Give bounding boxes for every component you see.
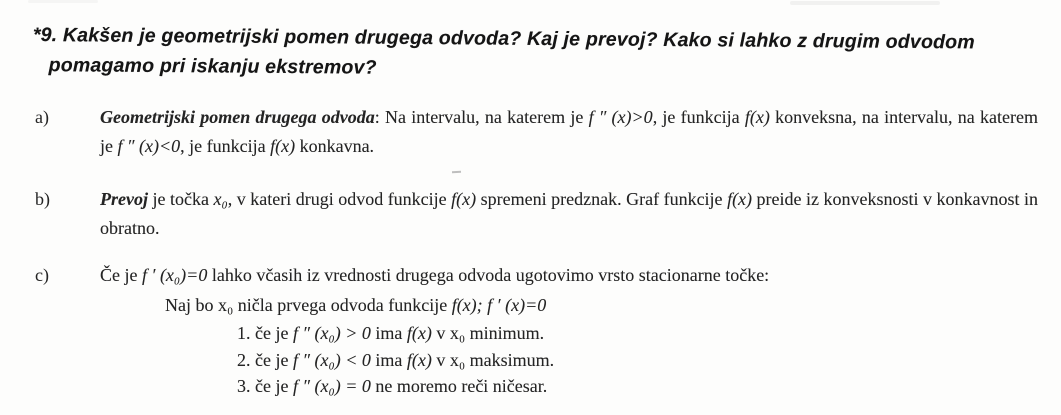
math-first-derivative-zero: f ′ (x₀)=0 — [142, 265, 208, 285]
math-fx: f(x) — [406, 323, 432, 343]
text-run: preide iz konveksnosti v konkavnost in obratno. — [100, 189, 1039, 238]
section-c-case-list — [237, 320, 554, 400]
math-x0: x₀ — [213, 189, 228, 209]
text-run: , je funkcija — [180, 136, 271, 156]
math-case-condition: f ″ (x₀) < 0 — [292, 349, 371, 370]
term-geometrijski-pomen: Geometrijski pomen drugega odvoda — [100, 107, 375, 127]
scan-artifact — [790, 1, 940, 5]
text-run: je točka — [147, 189, 214, 209]
section-c-premise — [165, 291, 546, 319]
math-fx: f(x) — [406, 349, 432, 370]
text-run: ima — [370, 323, 407, 343]
list-item — [237, 320, 554, 347]
text-run: ne moremo reči ničesar. — [370, 376, 548, 396]
section-b-paragraph — [100, 185, 1038, 243]
scan-artifact — [452, 171, 461, 173]
scan-artifact — [28, 0, 98, 3]
text-run: Naj bo x₀ ničla prvega odvoda funkcije — [165, 295, 452, 315]
math-second-derivative-positive: f ″ (x)>0 — [588, 107, 653, 127]
text-run: 1. če je — [237, 323, 293, 343]
text-run: , v kateri drugi odvod funkcije — [227, 189, 452, 209]
text-run: , je funkcija — [652, 107, 745, 127]
text-run: 3. če je — [237, 376, 293, 396]
math-fx: f(x) — [744, 107, 770, 127]
text-run: ima — [370, 349, 407, 370]
question-title-line2: pomagamo pri iskanju ekstremov? — [48, 54, 377, 79]
term-prevoj: Prevoj — [100, 189, 148, 209]
section-label-a: a) — [35, 107, 49, 127]
math-fx: f(x) — [451, 189, 477, 209]
text-run: : Na intervalu, na katerem je — [374, 107, 589, 127]
question-title-line1: *9. Kakšen je geometrijski pomen drugega odvoda? Kaj je prevoj? Kako si lahko z drugim odvodom — [32, 23, 975, 54]
text-run: konveksna, na intervalu, na katerem je — [100, 107, 1038, 156]
math-fx: f(x) — [727, 189, 753, 209]
text-run: lahko včasih iz vrednosti drugega odvoda ugotovimo vrsto stacionarne točke: — [207, 265, 770, 285]
math-second-derivative-negative: f ″ (x)<0 — [117, 136, 181, 156]
text-run: spremeni predznak. Graf funkcije — [476, 189, 728, 209]
text-run: Če je — [100, 265, 142, 285]
section-label-b: b) — [35, 189, 50, 209]
text-run: v x₀ maksimum. — [431, 349, 555, 370]
math-case-condition: f ″ (x₀) = 0 — [292, 376, 371, 396]
text-run: konkavna. — [295, 136, 375, 156]
text-run: v x₀ minimum. — [431, 323, 545, 343]
text-run: 2. če je — [237, 349, 293, 370]
math-fx: f(x); — [451, 295, 483, 315]
math-first-derivative-eq0: f ′ (x)=0 — [487, 295, 547, 315]
list-item — [237, 373, 554, 400]
section-label-c: c) — [35, 265, 49, 285]
section-c-intro — [100, 261, 769, 289]
section-a-paragraph — [100, 103, 1038, 161]
list-item — [237, 347, 554, 374]
math-case-condition: f ″ (x₀) > 0 — [292, 323, 371, 343]
question-title — [33, 20, 975, 87]
math-fx: f(x) — [270, 136, 296, 156]
